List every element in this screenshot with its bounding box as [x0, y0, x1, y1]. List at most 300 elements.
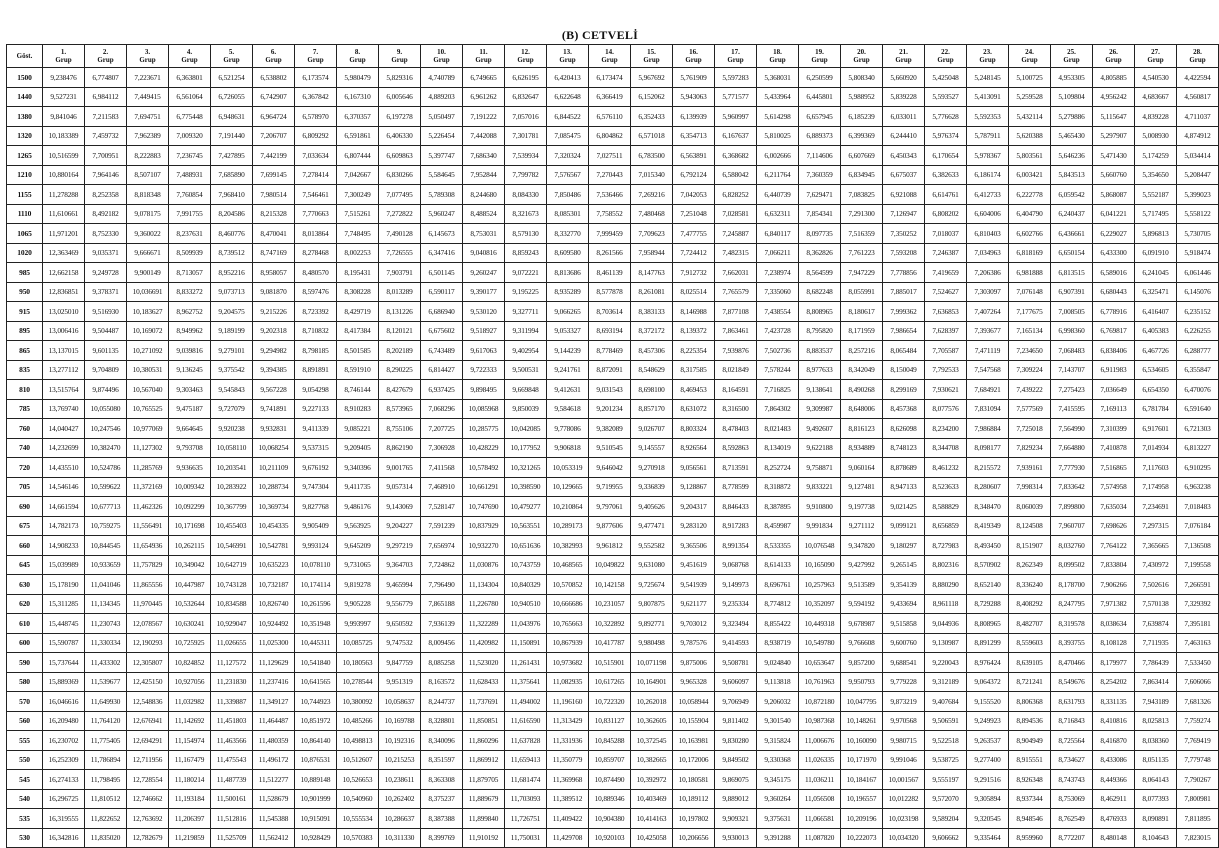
table-cell: 7,350252: [883, 224, 925, 244]
table-cell: 5,471430: [1093, 146, 1135, 166]
table-cell: 10,192316: [379, 731, 421, 751]
header-group-17: [715, 45, 757, 68]
table-cell: 10,880164: [43, 165, 85, 185]
table-cell: 7,850486: [547, 185, 589, 205]
table-cell: 7,515261: [337, 204, 379, 224]
table-cell: 8,597476: [295, 282, 337, 302]
table-cell: 11,496172: [253, 750, 295, 770]
table-cell: 12,746662: [127, 789, 169, 809]
table-cell: 8,336240: [1009, 575, 1051, 595]
table-row: [7, 204, 1219, 224]
table-cell: 10,977069: [127, 419, 169, 439]
table-cell: 9,747532: [379, 633, 421, 653]
table-cell: 11,865556: [127, 575, 169, 595]
table-cell: 9,706949: [715, 692, 757, 712]
table-cell: 8,262349: [1009, 555, 1051, 575]
table-cell: 6,288777: [1177, 341, 1219, 361]
table-cell: 11,006676: [799, 731, 841, 751]
table-cell: 7,761223: [841, 243, 883, 263]
table-cell: 9,297219: [379, 536, 421, 556]
table-cell: 11,226780: [463, 594, 505, 614]
table-cell: 8,798185: [295, 341, 337, 361]
table-cell: 10,183627: [127, 302, 169, 322]
table-cell: 9,144239: [547, 341, 589, 361]
table-cell: 8,748123: [883, 438, 925, 458]
header-group-25: [1051, 45, 1093, 68]
header-group-label: Grup: [811, 56, 828, 64]
table-cell: 7,681326: [1177, 692, 1219, 712]
header-group-number: 19.: [815, 48, 824, 56]
table-cell: 7,796490: [421, 575, 463, 595]
table-cell: 9,277400: [967, 750, 1009, 770]
table-cell: 12,676941: [127, 711, 169, 731]
header-group-label: Grup: [769, 56, 786, 64]
table-cell: 10,042085: [505, 419, 547, 439]
table-cell: 6,749665: [463, 68, 505, 88]
table-cell: 11,628433: [463, 672, 505, 692]
table-cell: 11,637828: [505, 731, 547, 751]
table-cell: 8,878689: [883, 458, 925, 478]
table-cell: 10,238611: [379, 770, 421, 790]
table-cell: 7,430972: [1135, 555, 1177, 575]
table-cell: 6,370357: [337, 107, 379, 127]
table-cell: 10,563551: [505, 516, 547, 536]
table-cell: 10,053319: [547, 458, 589, 478]
table-cell: 8,778599: [715, 477, 757, 497]
header-group-label: Grup: [853, 56, 870, 64]
table-cell: 8,631793: [1051, 692, 1093, 712]
table-cell: 9,811402: [715, 711, 757, 731]
table-cell: 11,134304: [463, 575, 505, 595]
table-cell: 10,641565: [295, 672, 337, 692]
table-cell: 10,189112: [673, 789, 715, 809]
table-cell: 8,652140: [967, 575, 1009, 595]
table-cell: 9,513589: [841, 575, 883, 595]
table-cell: 9,354139: [883, 575, 925, 595]
table-cell: 9,847759: [379, 653, 421, 673]
table-cell: 10,834588: [211, 594, 253, 614]
table-cell: 11,206397: [169, 809, 211, 829]
table-cell: 7,297315: [1135, 516, 1177, 536]
table-cell: 11,475543: [211, 750, 253, 770]
table-row: [7, 419, 1219, 439]
table-cell: 8,290225: [379, 360, 421, 380]
table-cell: 7,906266: [1093, 575, 1135, 595]
table-cell: 10,732187: [253, 575, 295, 595]
table-cell: 7,463163: [1177, 633, 1219, 653]
table-cell: 11,330334: [85, 633, 127, 653]
table-cell: 9,085221: [337, 419, 379, 439]
table-cell: 9,271112: [841, 516, 883, 536]
table-cell: 7,939161: [1009, 458, 1051, 478]
table-row: [7, 302, 1219, 322]
row-gosterge: 620: [7, 594, 43, 614]
table-cell: 10,055080: [85, 399, 127, 419]
table-cell: 6,170654: [925, 146, 967, 166]
table-cell: 5,552187: [1135, 185, 1177, 205]
table-cell: 7,635034: [1093, 497, 1135, 517]
table-cell: 6,244410: [883, 126, 925, 146]
table-cell: 7,831094: [967, 399, 1009, 419]
table-cell: 7,516865: [1093, 458, 1135, 478]
table-cell: 8,340096: [421, 731, 463, 751]
table-cell: 5,960997: [715, 107, 757, 127]
table-cell: 8,577878: [589, 282, 631, 302]
table-row: [7, 341, 1219, 361]
table-cell: 7,877108: [715, 302, 757, 322]
table-cell: 8,387388: [421, 809, 463, 829]
table-cell: 7,502616: [1135, 575, 1177, 595]
header-group-15: [631, 45, 673, 68]
table-cell: 7,278414: [295, 165, 337, 185]
table-cell: 9,993997: [337, 614, 379, 634]
table-cell: 8,147763: [631, 263, 673, 283]
table-cell: 6,433300: [1093, 243, 1135, 263]
table-cell: 5,787911: [967, 126, 1009, 146]
table-cell: 7,027511: [589, 146, 631, 166]
table-cell: 15,448745: [43, 614, 85, 634]
table-cell: 8,060039: [1009, 497, 1051, 517]
table-cell: 10,215253: [379, 750, 421, 770]
table-cell: 8,342049: [841, 360, 883, 380]
table-cell: 9,747304: [295, 477, 337, 497]
header-group-number: 10.: [437, 48, 446, 56]
table-cell: 6,675602: [421, 321, 463, 341]
table-cell: 8,457368: [883, 399, 925, 419]
table-cell: 8,460776: [211, 224, 253, 244]
table-cell: 16,230702: [43, 731, 85, 751]
row-gosterge: 1440: [7, 87, 43, 107]
table-cell: 6,907391: [1051, 282, 1093, 302]
table-cell: 12,662158: [43, 263, 85, 283]
table-cell: 8,098177: [967, 438, 1009, 458]
table-cell: 6,809292: [295, 126, 337, 146]
table-cell: 10,570852: [547, 575, 589, 595]
table-cell: 8,478403: [715, 419, 757, 439]
table-row: [7, 458, 1219, 478]
table-cell: 11,616590: [505, 711, 547, 731]
table-cell: 9,704809: [85, 360, 127, 380]
table-cell: 10,036691: [127, 282, 169, 302]
header-group-number: 20.: [857, 48, 866, 56]
table-cell: 10,169788: [379, 711, 421, 731]
row-gosterge: 675: [7, 516, 43, 536]
table-cell: 10,172006: [673, 750, 715, 770]
table-cell: 11,230743: [85, 614, 127, 634]
header-group-label: Grup: [391, 56, 408, 64]
table-cell: 9,515858: [883, 614, 925, 634]
table-cell: 7,174958: [1135, 477, 1177, 497]
header-group-2: [85, 45, 127, 68]
table-cell: 8,937344: [1009, 789, 1051, 809]
table-cell: 9,906818: [547, 438, 589, 458]
row-gosterge: 1380: [7, 107, 43, 127]
table-cell: 10,068254: [253, 438, 295, 458]
table-cell: 10,526653: [337, 770, 379, 790]
table-cell: 8,025514: [673, 282, 715, 302]
table-cell: 11,420982: [463, 633, 505, 653]
table-cell: 7,266591: [1177, 575, 1219, 595]
table-cell: 8,976424: [967, 653, 1009, 673]
table-cell: 9,149973: [715, 575, 757, 595]
table-cell: 9,758871: [799, 458, 841, 478]
table-cell: 9,530120: [463, 302, 505, 322]
table-cell: 8,846433: [715, 497, 757, 517]
row-gosterge: 1320: [7, 126, 43, 146]
table-cell: 14,908233: [43, 536, 85, 556]
table-cell: 9,081870: [253, 282, 295, 302]
table-cell: 6,436661: [1051, 224, 1093, 244]
table-cell: 16,319555: [43, 809, 85, 829]
table-cell: 9,143069: [379, 497, 421, 517]
table-cell: 8,261566: [589, 243, 631, 263]
table-cell: 9,841046: [43, 107, 85, 127]
table-cell: 6,366419: [589, 87, 631, 107]
table-cell: 10,049822: [589, 555, 631, 575]
table-cell: 11,464487: [253, 711, 295, 731]
row-gosterge: 705: [7, 477, 43, 497]
table-cell: 7,591239: [421, 516, 463, 536]
table-cell: 10,449318: [799, 614, 841, 634]
table-cell: 11,313429: [547, 711, 589, 731]
table-cell: 9,039816: [169, 341, 211, 361]
table-cell: 10,165090: [799, 555, 841, 575]
table-cell: 10,666686: [547, 594, 589, 614]
table-cell: 7,018483: [1177, 497, 1219, 517]
table-cell: 11,835020: [85, 828, 127, 848]
header-group-label: Grup: [643, 56, 660, 64]
table-cell: 8,321673: [505, 204, 547, 224]
table-cell: 6,781784: [1135, 399, 1177, 419]
table-cell: 10,392972: [631, 770, 673, 790]
table-cell: 7,427895: [211, 146, 253, 166]
header-group-number: 13.: [563, 48, 572, 56]
header-group-21: [883, 45, 925, 68]
table-row: [7, 789, 1219, 809]
header-group-number: 12.: [521, 48, 530, 56]
table-cell: 7,829234: [1009, 438, 1051, 458]
table-row: [7, 653, 1219, 673]
table-cell: 8,318872: [757, 477, 799, 497]
table-cell: 9,068768: [715, 555, 757, 575]
table-cell: 7,502736: [757, 341, 799, 361]
table-cell: 11,462326: [127, 497, 169, 517]
header-group-label: Grup: [55, 56, 72, 64]
table-cell: 6,604006: [967, 204, 1009, 224]
table-cell: 9,412631: [547, 380, 589, 400]
table-cell: 8,648006: [841, 399, 883, 419]
table-cell: 9,600760: [883, 633, 925, 653]
table-cell: 8,991354: [715, 536, 757, 556]
table-cell: 9,026707: [631, 419, 673, 439]
table-cell: 9,427992: [841, 555, 883, 575]
table-cell: 9,725674: [631, 575, 673, 595]
table-cell: 9,402954: [505, 341, 547, 361]
table-row: [7, 107, 1219, 127]
table-cell: 5,259528: [1009, 87, 1051, 107]
table-cell: 8,548629: [631, 360, 673, 380]
table-cell: 8,470466: [1051, 653, 1093, 673]
table-cell: 7,960707: [1051, 516, 1093, 536]
table-cell: 9,537315: [295, 438, 337, 458]
table-cell: 10,722320: [589, 692, 631, 712]
table-cell: 13,769740: [43, 399, 85, 419]
table-cell: 10,247546: [85, 419, 127, 439]
table-row: [7, 770, 1219, 790]
table-row: [7, 282, 1219, 302]
table-cell: 6,561064: [169, 87, 211, 107]
table-cell: 14,782173: [43, 516, 85, 536]
table-cell: 10,743759: [505, 555, 547, 575]
table-cell: 9,584618: [547, 399, 589, 419]
table-cell: 8,880290: [925, 575, 967, 595]
table-cell: 10,092299: [169, 497, 211, 517]
table-cell: 10,129665: [547, 477, 589, 497]
table-cell: 5,226454: [421, 126, 463, 146]
table-cell: 8,038634: [1093, 614, 1135, 634]
table-cell: 9,336839: [631, 477, 673, 497]
table-cell: 7,009320: [169, 126, 211, 146]
table-cell: 5,660920: [883, 68, 925, 88]
table-cell: 8,579130: [505, 224, 547, 244]
table-cell: 9,066265: [547, 302, 589, 322]
table-cell: 11,775405: [85, 731, 127, 751]
table-cell: 9,138641: [799, 380, 841, 400]
table-cell: 9,830280: [715, 731, 757, 751]
table-cell: 7,899800: [1051, 497, 1093, 517]
table-cell: 8,476933: [1093, 809, 1135, 829]
table-cell: 7,628397: [925, 321, 967, 341]
header-group-27: [1135, 45, 1177, 68]
table-cell: 7,206707: [253, 126, 295, 146]
table-cell: 9,567228: [253, 380, 295, 400]
table-cell: 10,924492: [253, 614, 295, 634]
table-cell: 8,746144: [337, 380, 379, 400]
table-cell: 9,204317: [673, 497, 715, 517]
table-cell: 8,938719: [757, 633, 799, 653]
table-cell: 10,468565: [547, 555, 589, 575]
table-cell: 7,482315: [715, 243, 757, 263]
table-cell: 6,139939: [673, 107, 715, 127]
table-cell: 6,404790: [1009, 204, 1051, 224]
table-cell: 8,038360: [1135, 731, 1177, 751]
table-cell: 8,163572: [421, 672, 463, 692]
table-cell: 9,621177: [673, 594, 715, 614]
table-cell: 9,552582: [631, 536, 673, 556]
header-group-13: [547, 45, 589, 68]
table-cell: 8,469453: [673, 380, 715, 400]
table-cell: 9,875006: [673, 653, 715, 673]
table-cell: 6,937425: [421, 380, 463, 400]
header-group-18: [757, 45, 799, 68]
table-cell: 8,319578: [1051, 614, 1093, 634]
table-cell: 7,488931: [169, 165, 211, 185]
table-cell: 7,014934: [1135, 438, 1177, 458]
table-cell: 8,752330: [85, 224, 127, 244]
table-cell: 7,360359: [799, 165, 841, 185]
table-cell: 10,635223: [253, 555, 295, 575]
table-cell: 7,854341: [799, 204, 841, 224]
table-cell: 7,395181: [1177, 614, 1219, 634]
table-cell: 9,617063: [463, 341, 505, 361]
table-cell: 7,329392: [1177, 594, 1219, 614]
table-cell: 6,963238: [1177, 477, 1219, 497]
table-cell: 7,885017: [883, 282, 925, 302]
table-cell: 15,311285: [43, 594, 85, 614]
table-cell: 9,727079: [211, 399, 253, 419]
table-cell: 8,433086: [1093, 750, 1135, 770]
table-cell: 6,005646: [379, 87, 421, 107]
table-cell: 15,178190: [43, 575, 85, 595]
row-gosterge: 740: [7, 438, 43, 458]
table-cell: 8,808965: [799, 302, 841, 322]
row-gosterge: 550: [7, 750, 43, 770]
table-cell: 6,721303: [1177, 419, 1219, 439]
table-cell: 7,234650: [1009, 341, 1051, 361]
table-cell: 11,339887: [211, 692, 253, 712]
table-cell: 9,136245: [169, 360, 211, 380]
table-cell: 10,155904: [673, 711, 715, 731]
table-cell: 8,935289: [547, 282, 589, 302]
table-cell: 10,078110: [295, 555, 337, 575]
table-cell: 9,563925: [337, 516, 379, 536]
table-cell: 9,991834: [799, 516, 841, 536]
table-cell: 10,231057: [589, 594, 631, 614]
table-cell: 8,344708: [925, 438, 967, 458]
table-cell: 7,958944: [631, 243, 673, 263]
table-cell: 7,811895: [1177, 809, 1219, 829]
table-cell: 6,041221: [1093, 204, 1135, 224]
table-cell: 8,813686: [547, 263, 589, 283]
table-cell: 8,317585: [673, 360, 715, 380]
table-cell: 6,964724: [253, 107, 295, 127]
table-cell: 10,599622: [85, 477, 127, 497]
table-cell: 8,150049: [883, 360, 925, 380]
table-cell: 10,765663: [547, 614, 589, 634]
table-cell: 10,001567: [883, 770, 925, 790]
table-cell: 10,851972: [295, 711, 337, 731]
table-cell: 6,591861: [337, 126, 379, 146]
header-group-number: 18.: [773, 48, 782, 56]
table-cell: 5,109804: [1051, 87, 1093, 107]
table-cell: 8,872091: [589, 360, 631, 380]
table-cell: 8,202189: [379, 341, 421, 361]
table-cell: 9,241761: [547, 360, 589, 380]
table-cell: 10,864140: [295, 731, 337, 751]
table-cell: 10,747690: [463, 497, 505, 517]
table-cell: 10,515901: [589, 653, 631, 673]
table-cell: 8,915551: [1009, 750, 1051, 770]
header-group-label: Grup: [475, 56, 492, 64]
table-cell: 8,729288: [967, 594, 1009, 614]
table-cell: 10,058110: [211, 438, 253, 458]
table-cell: 9,676192: [295, 458, 337, 478]
table-cell: 6,657945: [799, 107, 841, 127]
table-cell: 10,271092: [127, 341, 169, 361]
table-cell: 7,991755: [169, 204, 211, 224]
table-cell: 13,006416: [43, 321, 85, 341]
table-cell: 9,345175: [757, 770, 799, 790]
table-cell: 9,778086: [547, 419, 589, 439]
table-cell: 10,555534: [337, 809, 379, 829]
table-cell: 11,480359: [253, 731, 295, 751]
table-cell: 16,296725: [43, 789, 85, 809]
table-cell: 10,759275: [85, 516, 127, 536]
table-cell: 11,154974: [169, 731, 211, 751]
table-cell: 10,642719: [211, 555, 253, 575]
table-row: [7, 750, 1219, 770]
table-cell: 11,261431: [505, 653, 547, 673]
